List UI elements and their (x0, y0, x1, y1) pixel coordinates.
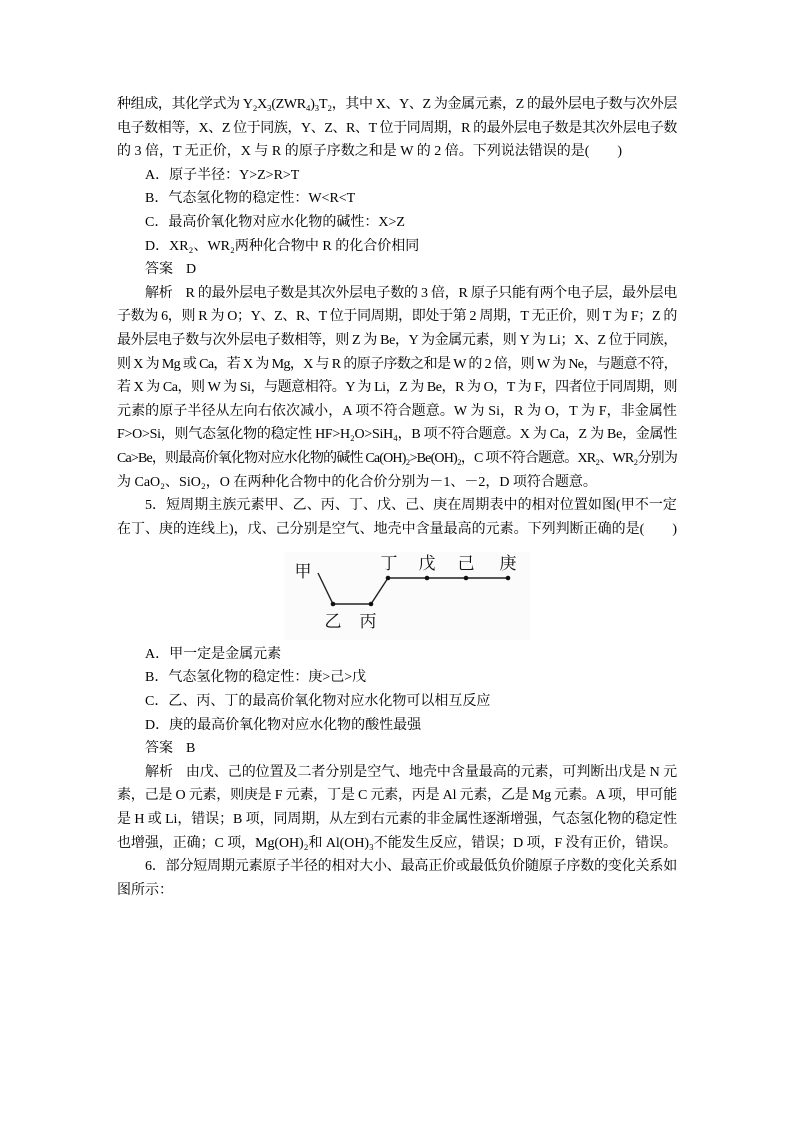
question-4-option-d: D．XR₂、WR₂两种化合物中 R 的化合价相同 (145, 238, 420, 254)
element-label-ji: 己 (457, 553, 475, 573)
question-4-option-a: A．原子半径：Y>Z>R>T (145, 167, 300, 183)
question-5-stem-line: 在丁、庚的连线上)，戊、己分别是空气、地壳中含量最高的元素。下列判断正确的是( ) (117, 521, 677, 537)
question-4-stem-line: 的 3 倍，T 无正价，X 与 R 的原子序数之和是 W 的 2 倍。下列说法错误的是( ) (117, 144, 623, 160)
question-number: 6． (145, 859, 166, 875)
analysis-label: 解析 (145, 764, 173, 780)
question-4-option-c: C．最高价氧化物对应水化物的碱性：X>Z (145, 214, 405, 230)
question-4-analysis-line: 若 X 为 Ca，则 W 为 Si，与题意相符。Y 为 Li，Z 为 Be，R 为 O，T 为 F，四者位于同周期，则 (117, 380, 677, 396)
question-5-analysis-line: 也增强，正确；C 项，Mg(OH)₂和 Al(OH)₃不能发生反应，错误；D 项，F 没有正价，错误。 (117, 835, 677, 851)
question-5-option-b: B．气态氢化物的稳定性：庚>己>戊 (145, 670, 367, 686)
question-4-analysis-line: 子数为 6，则 R 为 O；Y、Z、R、T 位于同周期，即处于第 2 周期，T 无正价，则 T 为 F；Z 的 (117, 309, 677, 325)
periodic-position-diagram (285, 552, 530, 640)
question-6-stem-line: 6．部分短周期元素原子半径的相对大小、最高正价或最低负价随原子序数的变化关系如 (145, 859, 678, 875)
element-label-ding: 丁 (380, 553, 398, 573)
element-dot-geng (506, 575, 511, 580)
element-dot-bing (369, 601, 374, 606)
answer-label: 答案 (145, 741, 173, 757)
question-number: 5． (145, 498, 167, 514)
question-4-stem-line: 种组成，其化学式为 Y₂X₃(ZWR₄)₃T₂，其中 X、Y、Z 为金属元素，Z 的最外层电子数与次外层 (117, 97, 677, 112)
answer-value: B (186, 741, 196, 757)
element-label-yi: 乙 (324, 611, 342, 631)
question-4-answer (117, 258, 677, 282)
question-4-analysis-line: Ca>Be，则最高价氧化物对应水化物的碱性 Ca(OH)₂>Be(OH)₂，C 项不符合题意。XR₂、WR₂分别为 (117, 450, 677, 466)
element-label-jia: 甲 (294, 561, 312, 581)
question-6-stem-line: 图所示： (117, 882, 173, 898)
element-label-bing: 丙 (359, 611, 377, 631)
question-4-analysis-line: 为 CaO₂、SiO₂，O 在两种化合物中的化合价分别为－1、－2，D 项符合题意。 (117, 474, 597, 490)
question-5-stem-line: 5．短周期主族元素甲、乙、丙、丁、戊、己、庚在周期表中的相对位置如图(甲不一定 (145, 498, 677, 514)
question-4-analysis-line: 最外层电子数与次外层电子数相等，则 Z 为 Be，Y 为金属元素，则 Y 为 Li；X、Z 位于同族， (117, 332, 677, 348)
question-5-option-c: C．乙、丙、丁的最高价氧化物对应水化物可以相互反应 (145, 694, 491, 710)
answer-label: 答案 (145, 262, 173, 278)
question-5-analysis-line: 解析 由戊、己的位置及二者分别是空气、地壳中含量最高的元素，可判断出戊是 N 元 (145, 764, 678, 780)
question-4-analysis-line: F>O>Si，则气态氢化物的稳定性 HF>H₂O>SiH₄，B 项不符合题意。X 为 Ca，Z 为 Be，金属性 (117, 427, 678, 443)
element-label-wu: 戊 (418, 553, 436, 573)
question-5-option-a: A．甲一定是金属元素 (145, 646, 282, 662)
question-5-analysis-line: 素，己是 O 元素，则庚是 F 元素，丁是 C 元素，丙是 Al 元素，乙是 Mg 元素。A 项，甲可能 (117, 788, 677, 804)
analysis-label: 解析 (145, 285, 173, 301)
question-5-analysis-line: 是 H 或 Li，错误；B 项，同周期，从左到右元素的非金属性逐渐增强，气态氢化物的稳定性 (117, 812, 677, 828)
question-4-option-b: B．气态氢化物的稳定性：W<R<T (145, 191, 356, 207)
element-label-geng: 庚 (499, 553, 517, 573)
element-dot-wu (425, 575, 430, 580)
element-dot-yi (331, 601, 336, 606)
question-5-option-d: D．庚的最高价氧化物对应水化物的酸性最强 (145, 717, 422, 733)
document-content (117, 93, 677, 902)
question-5-answer (117, 737, 677, 761)
question-4-analysis-line: 元素的原子半径从左向右依次减小，A 项不符合题意。W 为 Si，R 为 O，T 为 F，非金属性 (117, 403, 677, 419)
question-4-stem-line: 电子数相等，X、Z 位于同族，Y、Z、R、T 位于同周期，R 的最外层电子数是其次外层电子数 (117, 120, 678, 136)
periodic-position-figure (117, 541, 677, 643)
element-dot-ding (386, 575, 391, 580)
question-4-analysis-line: 则 X 为 Mg 或 Ca，若 X 为 Mg，X 与 R 的原子序数之和是 W 的 2 倍，则 W 为 Ne，与题意不符， (117, 356, 677, 372)
question-4-analysis-line: 解析 R 的最外层电子数是其次外层电子数的 3 倍，R 原子只能有两个电子层，最外层电 (145, 285, 677, 301)
answer-value: D (186, 262, 197, 278)
figure-background (285, 552, 530, 640)
element-dot-ji (464, 575, 469, 580)
